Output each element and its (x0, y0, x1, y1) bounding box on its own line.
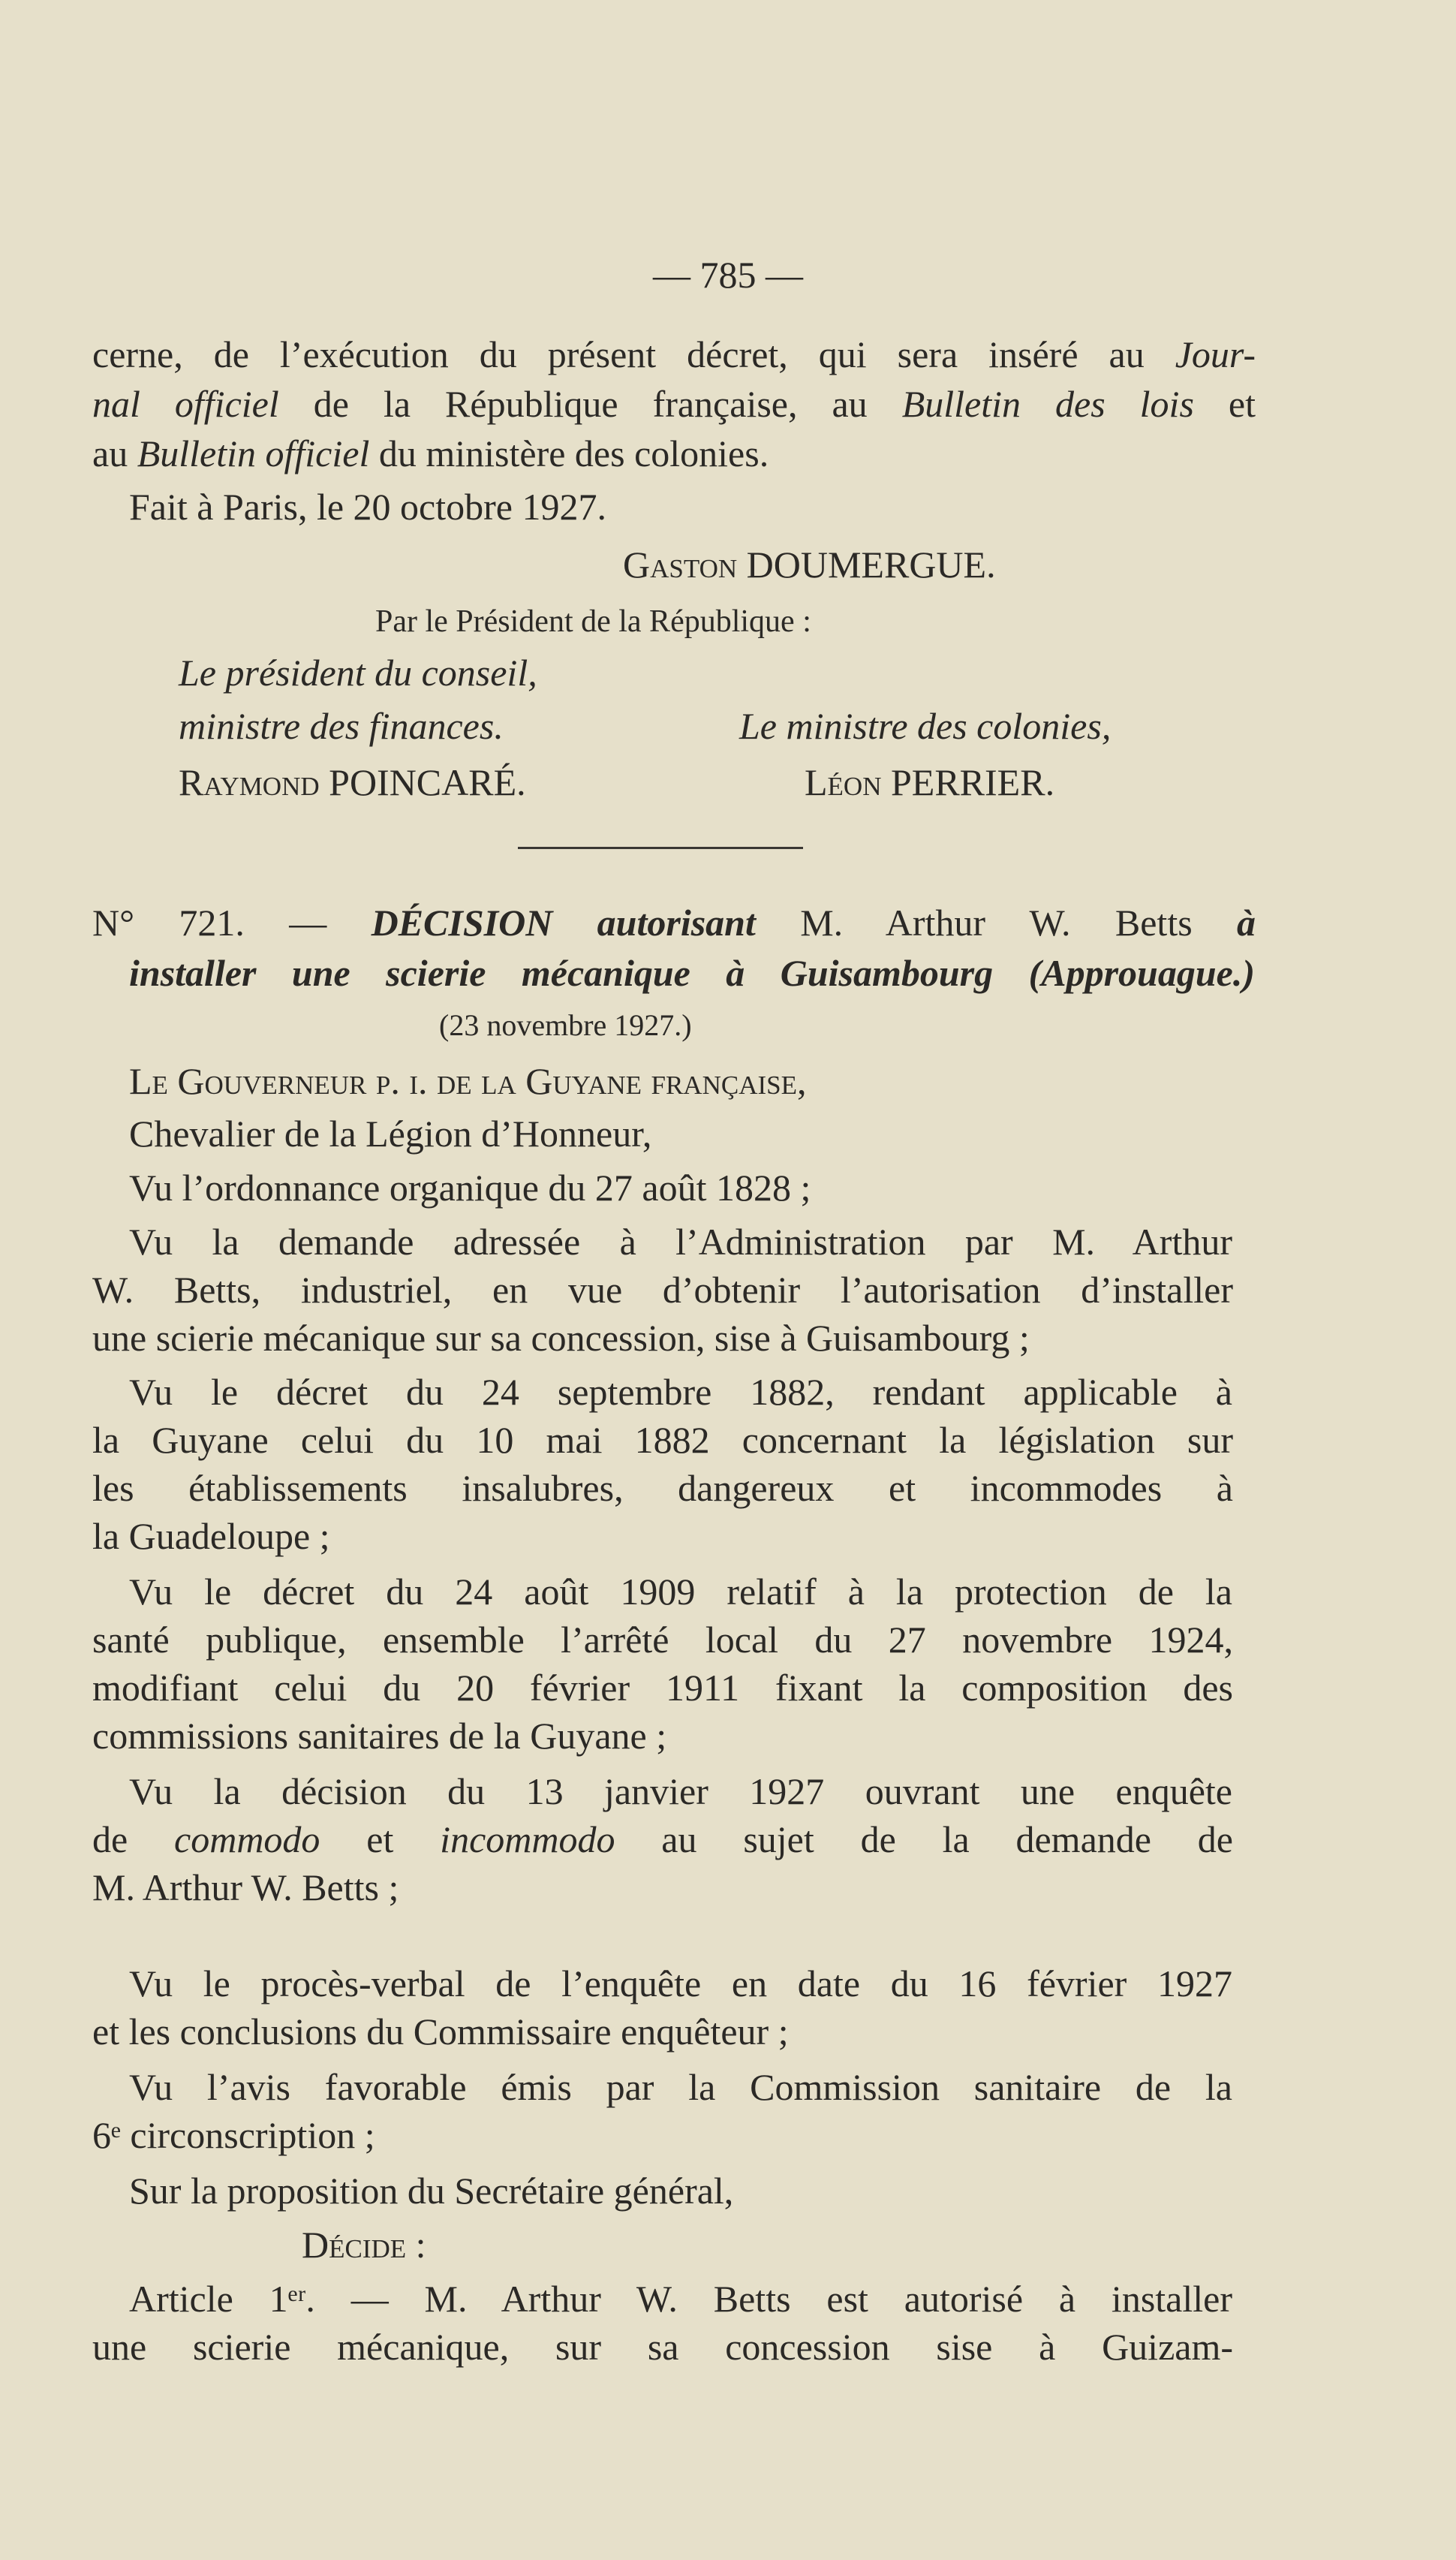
decision-heading-line-1: N° 721. — DÉCISION autorisant M. Arthur W. Betts à (92, 902, 1256, 944)
decision-authority: Le Gouverneur p. i. de la Guyane française, (129, 1060, 807, 1102)
decree-line-3: au Bulletin officiel du ministère des colonies. (92, 432, 769, 474)
visa-avis-line-1: Vu l’avis favorable émis par la Commission sanitaire de la (129, 2066, 1232, 2108)
visa-decret-1909-line-2: santé publique, ensemble l’arrêté local du 27 novembre 1924, (92, 1619, 1233, 1661)
decide-heading: Décide : (302, 2224, 426, 2266)
visa-demande-line-2: W. Betts, industriel, en vue d’obtenir l’autorisation d’installer (92, 1269, 1233, 1311)
decree-line-1: cerne, de l’exécution du présent décret, qui sera inséré au Jour- (92, 333, 1256, 375)
decision-date: (23 novembre 1927.) (439, 1008, 692, 1042)
decision-authority-title: Chevalier de la Légion d’Honneur, (129, 1113, 652, 1155)
visa-proces-verbal-line-2: et les conclusions du Commissaire enquêteur ; (92, 2010, 789, 2053)
countersign-intro: Par le Président de la République : (375, 604, 811, 639)
signatory-poincare: Raymond POINCARÉ. (179, 761, 526, 803)
visa-decret-1882-line-3: les établissements insalubres, dangereux et incommodes à (92, 1467, 1233, 1509)
visa-enquete-line-1: Vu la décision du 13 janvier 1927 ouvrant une enquête (129, 1770, 1232, 1812)
visa-decret-1909-line-3: modifiant celui du 20 février 1911 fixant la composition des (92, 1667, 1233, 1709)
visa-decret-1882-line-2: la Guyane celui du 10 mai 1882 concernant la législation sur (92, 1419, 1233, 1461)
decree-line-2: nal officiel de la République française, au Bulletin des lois et (92, 383, 1256, 425)
visa-demande-line-3: une scierie mécanique sur sa concession, sise à Guisambourg ; (92, 1317, 1030, 1359)
decree-date-line: Fait à Paris, le 20 octobre 1927. (129, 486, 606, 528)
council-president-title: Le président du conseil, (179, 652, 537, 694)
finance-minister-title: ministre des finances. (179, 705, 504, 747)
article-1-line-1: Article 1ᵉʳ. — M. Arthur W. Betts est autorisé à installer (129, 2278, 1232, 2320)
visa-enquete-line-2: de commodo et incommodo au sujet de la demande de (92, 1818, 1233, 1860)
visa-enquete-line-3: M. Arthur W. Betts ; (92, 1866, 399, 1908)
visa-decret-1882-line-4: la Guadeloupe ; (92, 1515, 330, 1557)
visa-decret-1909-line-4: commissions sanitaires de la Guyane ; (92, 1715, 667, 1757)
proposition-line: Sur la proposition du Secrétaire général, (129, 2170, 734, 2212)
visa-demande-line-1: Vu la demande adressée à l’Administration par M. Arthur (129, 1221, 1232, 1263)
visa-avis-line-2: 6ᵉ circonscription ; (92, 2114, 375, 2156)
visa-decret-1909-line-1: Vu le décret du 24 août 1909 relatif à la protection de la (129, 1571, 1232, 1613)
page-number: — 785 — (653, 254, 803, 296)
decision-heading-line-2: installer une scierie mécanique à Guisambourg (Approuague.) (129, 952, 1255, 994)
section-divider (518, 847, 803, 849)
visa-ordonnance: Vu l’ordonnance organique du 27 août 1828 ; (129, 1167, 811, 1209)
visa-proces-verbal-line-1: Vu le procès-verbal de l’enquête en date du 16 février 1927 (129, 1962, 1232, 2004)
colonies-minister-title: Le ministre des colonies, (739, 705, 1112, 747)
article-1-line-2: une scierie mécanique, sur sa concession sise à Guizam- (92, 2326, 1233, 2368)
visa-decret-1882-line-1: Vu le décret du 24 septembre 1882, rendant applicable à (129, 1371, 1232, 1413)
signatory-perrier: Léon PERRIER. (805, 761, 1055, 803)
signatory-president: Gaston DOUMERGUE. (623, 544, 996, 586)
